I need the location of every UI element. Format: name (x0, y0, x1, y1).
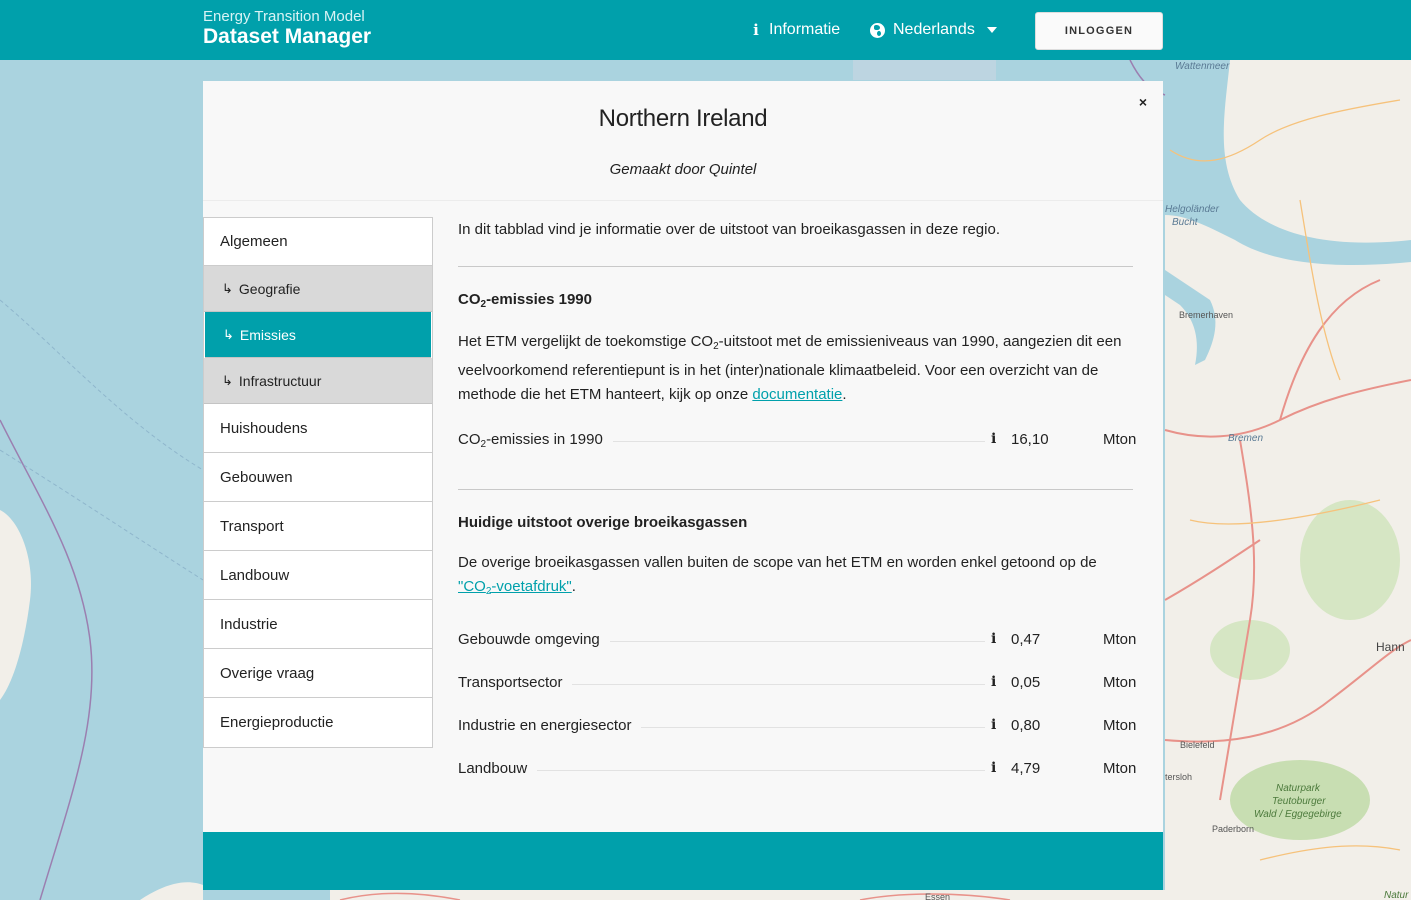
row-value: 4,79 (1011, 760, 1041, 777)
data-row-transportsector (458, 672, 1138, 696)
modal-header (203, 81, 1163, 201)
info-icon: i (753, 21, 759, 39)
paragraph-text: . (571, 578, 576, 595)
row-unit: Mton (1103, 431, 1137, 448)
info-icon[interactable]: i (991, 431, 997, 447)
brand-title: Dataset Manager (203, 25, 372, 48)
section-title-other-ghg: Huidige uitstoot overige broeikasgassen (458, 514, 748, 531)
co2-footprint-link[interactable] (458, 578, 572, 595)
sidebar-item-label: Industrie (220, 615, 278, 633)
login-button[interactable]: INLOGGEN (1035, 12, 1163, 50)
row-label: Transportsector (458, 674, 572, 691)
divider (458, 489, 1133, 490)
sidebar-item-label: Infrastructuur (238, 372, 322, 389)
sidebar-subitem-infrastructuur[interactable] (204, 358, 432, 404)
sidebar-item-transport[interactable] (204, 502, 432, 551)
title-text: -emissies 1990 (486, 291, 592, 308)
sidebar-item-huishoudens[interactable] (204, 404, 432, 453)
intro-text: In dit tabblad vind je informatie over de uitstoot van broeikasgassen in deze regio. (458, 221, 1000, 238)
info-menu[interactable] (751, 21, 840, 39)
row-value: 0,80 (1011, 717, 1041, 734)
paragraph-text: -uitstoot met de emissieniveaus van 1990, aangezien dit een veelvoorkomend referentiepunt is in het (inter)nationale klimaatbeleid. Voor een overzicht van de methode die het ETM hanteert, kijk op onze (458, 333, 1122, 403)
sidebar-item-label: Emissies (239, 326, 296, 343)
row-label: Landbouw (458, 760, 537, 777)
info-menu-label: Informatie (769, 21, 841, 38)
map-label: Essen (925, 892, 951, 900)
brand-subtitle: Energy Transition Model (203, 8, 365, 25)
sidebar-item-label: Energieproductie (220, 714, 334, 731)
row-value: 16,10 (1011, 431, 1049, 448)
paragraph-text: . (842, 386, 847, 403)
map-label: Bucht (1172, 217, 1198, 228)
row-value: 0,05 (1011, 674, 1041, 691)
title-subscript: 2 (480, 299, 487, 310)
map-label: Bremen (1228, 433, 1264, 444)
row-label-subscript: 2 (480, 439, 487, 450)
data-row-landbouw (458, 758, 1138, 782)
modal-footer (203, 832, 1163, 890)
modal-subtitle: Gemaakt door Quintel (609, 161, 757, 178)
row-unit: Mton (1103, 760, 1137, 777)
map-label: Wald / Eggegebirge (1254, 809, 1342, 820)
language-dropdown[interactable] (870, 21, 997, 39)
link-subscript: 2 (485, 586, 492, 597)
language-label: Nederlands (893, 21, 975, 38)
paragraph-text: Het ETM vergelijkt de toekomstige CO (458, 333, 714, 350)
documentation-link[interactable]: documentatie (752, 386, 843, 403)
map-label: Hann (1376, 640, 1405, 654)
info-icon[interactable]: i (991, 717, 997, 733)
map-label: Bremerhaven (1179, 310, 1234, 320)
caret-down-icon (987, 27, 997, 33)
data-row-industrie-energiesector (458, 715, 1138, 739)
row-unit: Mton (1103, 674, 1137, 691)
sidebar-item-label: Algemeen (220, 233, 288, 250)
sidebar-item-gebouwen[interactable] (204, 453, 432, 502)
forest-area (1300, 500, 1400, 620)
map-label: Natur (1384, 890, 1409, 900)
map-label: tersloh (1165, 772, 1193, 782)
map-label: Naturpark (1276, 783, 1320, 794)
row-label: Gebouwde omgeving (458, 631, 610, 648)
info-icon[interactable]: i (991, 674, 997, 690)
row-unit: Mton (1103, 717, 1137, 734)
map-label: Bielefeld (1180, 740, 1215, 750)
section-paragraph-co2 (458, 330, 1133, 407)
dataset-modal (203, 81, 1163, 890)
row-label: Industrie en energiesector (458, 717, 641, 734)
link-text: -voetafdruk" (491, 578, 572, 595)
row-value: 0,47 (1011, 631, 1041, 648)
row-unit: Mton (1103, 631, 1137, 648)
paragraph-text: De overige broeikasgassen vallen buiten de scope van het ETM en worden enkel getoond op de (458, 554, 1097, 571)
brand-logo[interactable] (203, 8, 371, 48)
sidebar-item-label: Transport (220, 517, 284, 535)
top-navigation-bar (0, 0, 1411, 60)
sub-arrow-icon: ↳ (222, 280, 233, 296)
row-label-text: -emissies in 1990 (486, 431, 603, 448)
section-title-co2-1990 (458, 291, 1138, 310)
sidebar-subitem-geografie[interactable] (204, 266, 432, 312)
map-label: Wattenmeer (1175, 61, 1230, 72)
emissions-content (458, 217, 1138, 782)
sidebar-subitem-emissies[interactable] (205, 312, 431, 358)
map-label: Helgoländer (1165, 204, 1219, 215)
sidebar-item-overige-vraag[interactable] (204, 649, 432, 698)
section-paragraph-other-ghg (458, 551, 1133, 604)
globe-icon (870, 23, 885, 38)
sidebar-nav (203, 217, 433, 748)
link-text: "CO (458, 578, 486, 595)
modal-title: Northern Ireland (598, 105, 768, 132)
sidebar-item-label: Landbouw (220, 566, 290, 584)
row-label-text: CO (458, 431, 481, 448)
sub-arrow-icon: ↳ (222, 372, 233, 388)
sidebar-item-label: Geografie (238, 280, 301, 297)
data-row-gebouwde-omgeving (458, 629, 1138, 653)
close-button[interactable]: × (1138, 94, 1148, 110)
sidebar-item-landbouw[interactable] (204, 551, 432, 600)
restricted-area (853, 60, 996, 80)
sidebar-item-label: Gebouwen (220, 468, 293, 486)
sidebar-item-algemeen[interactable] (204, 218, 432, 266)
data-row-co2-1990 (458, 429, 1138, 453)
forest-area (1210, 620, 1290, 680)
paragraph-subscript: 2 (713, 341, 719, 352)
sub-arrow-icon: ↳ (223, 326, 234, 342)
map-label: Teutoburger (1272, 796, 1326, 807)
info-icon[interactable]: i (991, 760, 997, 776)
sidebar-item-industrie[interactable] (204, 600, 432, 649)
divider (458, 266, 1133, 267)
sidebar-item-label: Huishoudens (220, 419, 308, 437)
sidebar-item-energieproductie[interactable] (204, 698, 432, 747)
map-label: Paderborn (1212, 824, 1255, 834)
title-text: CO (458, 291, 481, 308)
row-label (458, 431, 613, 450)
sidebar-item-label: Overige vraag (220, 664, 315, 682)
info-icon[interactable]: i (991, 631, 997, 647)
